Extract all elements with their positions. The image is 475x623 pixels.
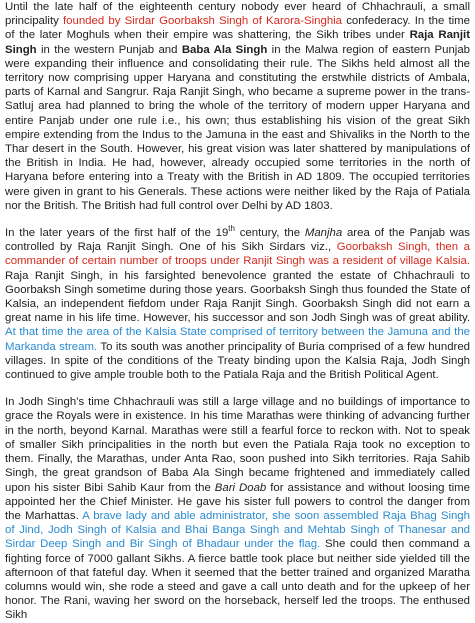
text-run: in the western Punjab and <box>36 43 182 56</box>
text-run: century, the <box>234 227 305 240</box>
document-page <box>5 0 470 623</box>
text-run: To its south was another principality of Buria comprised of a few hundred villages. In spite of the conditions of the Treaty binding upon the Kalsia Raja, Jodh Singh continued to give ample trouble both to the Patiala Raja and the British Political Agent. <box>5 340 471 382</box>
highlight-red-text: Goorbaksh Singh, then a commander of certain number of troops under Ranjit Singh was a resident of village Kalsia. <box>5 241 471 268</box>
paragraph-1 <box>5 0 470 213</box>
highlight-blue-text: At that time the area of the Kalsia State comprised of territory between the Jamuna and the Markanda stream. <box>5 326 470 353</box>
italic-manjha: Manjha <box>304 227 343 240</box>
text-run: area of the Panjab was controlled by Raja Ranjit Singh. One of his Sikh Sirdars viz., <box>5 227 470 254</box>
text-run: for assistance and without loosing time appointed her the Chief Minister. He gave his sister full powers to control the danger from the Marhattas. <box>5 481 471 522</box>
text-run: Raja Ranjit Singh, in his farsighted benevolence granted the estate of Chhachrauli to Goorbaksh Singh sometime during those years. Goorbaksh Singh thus founded the State of Kalsia, an independent fiefdom under Raja Ranjit Singh. Goorbaksh Singh did not earn a great name in his life time. However, his successor and son Jodh Singh was of great ability. <box>5 269 470 325</box>
italic-bari-doab: Bari Doab <box>214 481 267 494</box>
bold-name-ranjit-singh: Raja Ranjit Singh <box>5 29 470 56</box>
text-run: In Jodh Singh’s time Chhachrauli was still a large village and no buildings of importance to grace the Royals were in existence. In his time Marathas were thinking of advancing further in the north, beyond Karnal. Marathas were still a fearful force to reckon with. Not to speak of smaller Sikh principalities in the north but even the Patiala Raja took no exception to them. Finally, the Marathas, under Anta Rao, soon pushed into Sikh territories. Raja Sahib Singh, the great grandson of Baba Ala Singh became frightened and immediately called upon his sister Bibi Sahib Kaur from the <box>5 396 470 494</box>
bold-name-ala-singh: Baba Ala Singh <box>181 43 268 56</box>
superscript-th: th <box>228 224 235 234</box>
text-run: confederacy. In the time of the later Moghuls when their empire was shattering, the Sikh tribes under <box>5 15 470 42</box>
paragraph-3 <box>5 395 470 622</box>
text-run: Until the late half of the eighteenth century nobody ever heard of Chhachrauli, a small principality <box>5 1 470 28</box>
text-run: In the later years of the first half of the 19 <box>5 227 229 240</box>
highlight-blue-text: A brave lady and able administrator, she soon assembled Raja Bhag Singh of Jind, Jodh Singh of Kalsia and Bhai Banga Singh and Mehtab Singh of Thanesar and Sirdar Deep Singh and Bir Singh of Bhadaur under the flag. <box>5 509 470 551</box>
highlight-red-text: founded by Sirdar Goorbaksh Singh of Karora-Singhia <box>63 15 343 28</box>
paragraph-2 <box>5 226 470 382</box>
text-run: She could then command a fighting force of 7000 gallant Sikhs. A fierce battle took place but neither side yielded till the afternoon of that fateful day. When it seemed that the better trained and organized Maratha columns would win, she rode a steed and gave a call unto death and for the upkeep of her honor. The Rani, waving her sword on the horseback, herself led the troops. The enthused Sikh <box>5 538 470 622</box>
text-run: in the Malwa region of eastern Punjab were expanding their influence and consolidating their rule. The Sikhs held almost all the territory now comprising upper Haryana and constituting the erstwhile districts of Ambala, parts of Karnal and Sangrur. Raja Ranjit Singh, who became a supreme power in the trans-Satluj area had planned to bring the whole of the territory of modern upper Haryana and entire Panjab under one rule i.e., his own; thus establishing his vision of the great Sikh empire extending from the Indus to the Jamuna in the east and Shivaliks in the North to the Thar desert in the South. However, his great vision was later shattered by manipulations of the British in India. He had, however, already occupied some territories in the north of Haryana before entering into a Treaty with the British in AD 1809. The occupied territories were given in grant to his Generals. These actions were neither liked by the Raja of Patiala nor the British. The British had full control over Delhi by AD 1803. <box>5 43 471 212</box>
